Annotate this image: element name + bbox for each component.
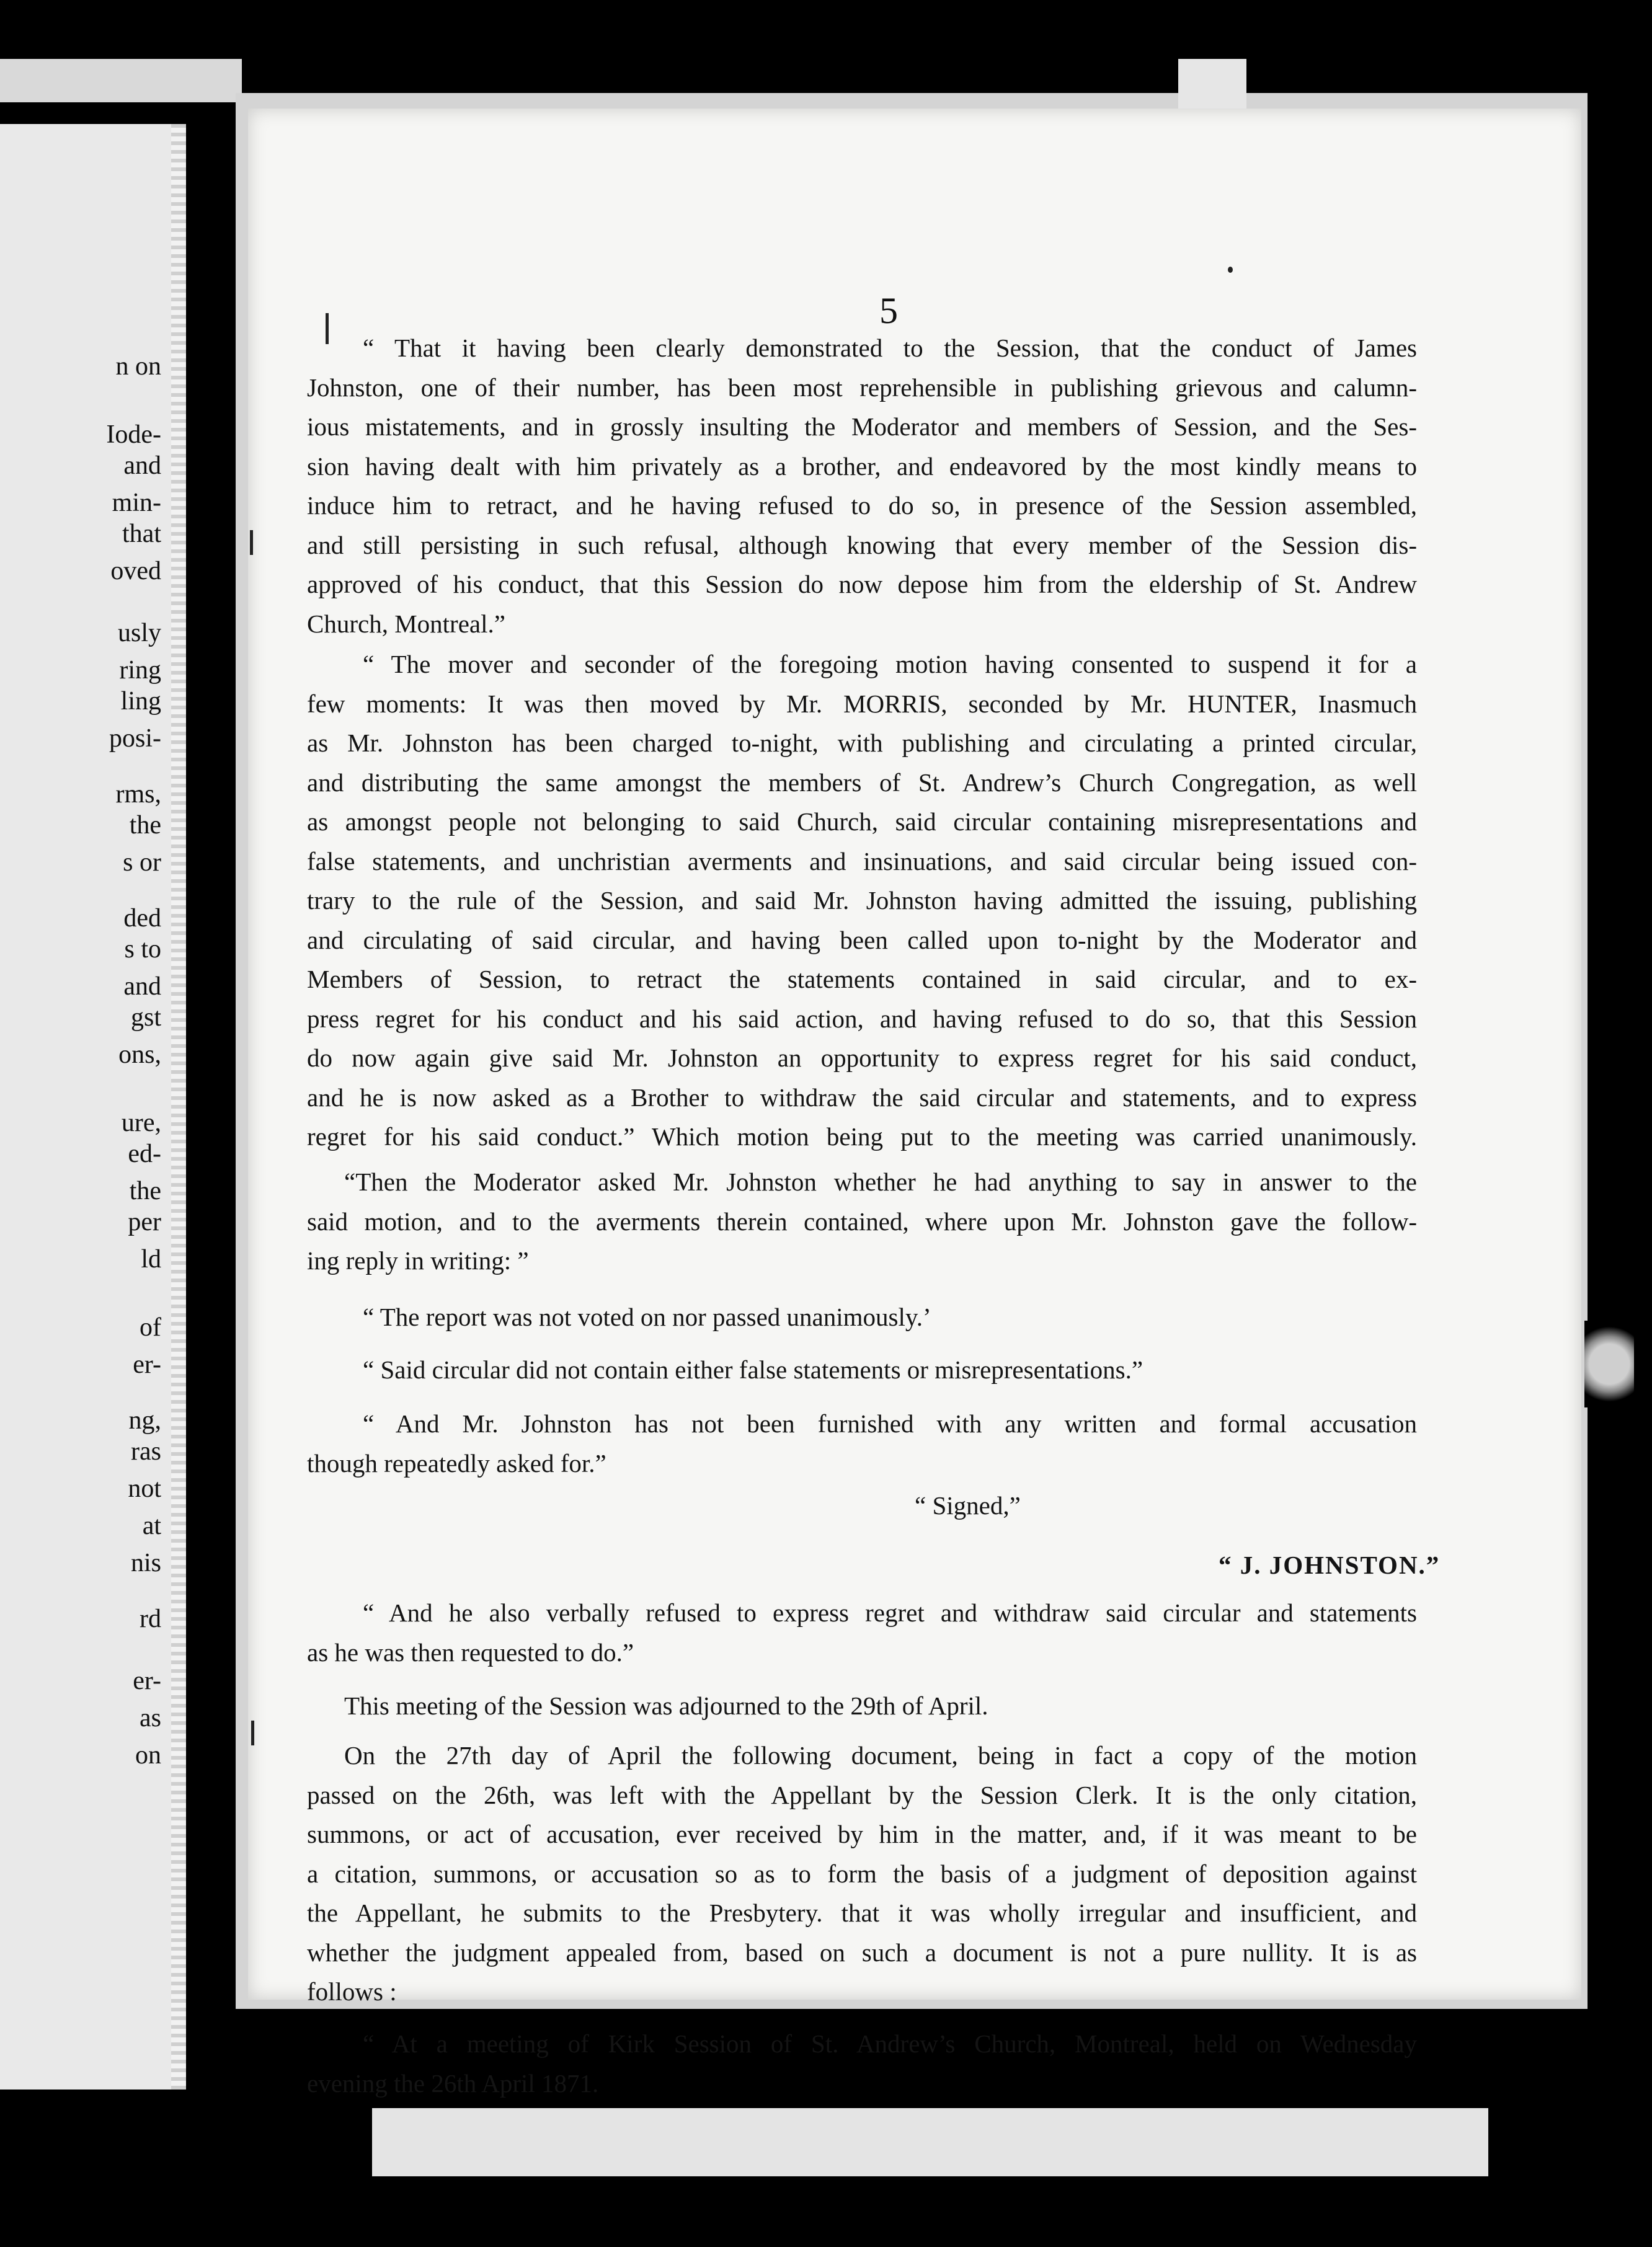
text-line: evening the 26th April 1871. — [307, 2068, 599, 2098]
text-line: press regret for his conduct and his said action, and having refused to do so, that this Session — [307, 1004, 1417, 1033]
margin-mark — [251, 1721, 254, 1745]
left-margin-fragment: rd — [140, 1605, 161, 1633]
text-line: passed on the 26th, was left with the Appellant by the Session Clerk. It is the only citation, — [307, 1780, 1417, 1809]
left-margin-fragment: usly — [117, 619, 161, 647]
left-margin-fragment: at — [142, 1512, 161, 1540]
text-line: and circulating of said circular, and having been called upon to-night by the Moderator and — [307, 925, 1417, 954]
left-margin-fragment: and — [123, 972, 161, 1001]
text-line: ing reply in writing: ” — [307, 1246, 529, 1275]
paragraph-adjournment: This meeting of the Session was adjourned to the 29th of April. — [344, 1691, 988, 1720]
text-line: as he was then requested to do.” — [307, 1638, 634, 1667]
text-line: On the 27th day of April the following document, being in fact a copy of the motion — [344, 1741, 1417, 1770]
binding-strip — [0, 59, 242, 102]
text-line: summons, or act of accusation, ever received by him in the matter, and, if it was meant to be — [307, 1820, 1417, 1848]
text-line: though repeatedly asked for.” — [307, 1448, 606, 1478]
paragraph-moderator-question — [307, 1163, 1417, 1281]
signed-label: “ Signed,” — [915, 1491, 1021, 1520]
text-line: trary to the rule of the Session, and said Mr. Johnston having admitted the issuing, publishing — [307, 886, 1417, 915]
reply-line-circular: “ Said circular did not contain either false statements or misrepresentations.” — [363, 1355, 1144, 1384]
left-margin-fragment: Iode- — [106, 420, 161, 449]
left-margin-fragment: ed- — [128, 1140, 161, 1168]
text-line: false statements, and unchristian averments and insinuations, and said circular being issued con- — [307, 846, 1417, 875]
left-margin-fragment: oved — [110, 557, 161, 585]
text-line: the Appellant, he submits to the Presbytery. that it was wholly irregular and insufficient, and — [307, 1899, 1417, 1927]
left-margin-fragment: ure, — [121, 1109, 161, 1137]
left-margin-fragment: per — [128, 1208, 161, 1236]
text-line: “ And he also verbally refused to express regret and withdraw said circular and statements — [363, 1598, 1417, 1627]
left-margin-fragment: posi- — [109, 724, 161, 753]
paragraph-verbal-refusal — [307, 1593, 1417, 1672]
text-line: approved of his conduct, that this Session do now depose him from the eldership of St. Andrew — [307, 570, 1417, 598]
left-margin-fragment: ld — [141, 1245, 161, 1274]
text-line: Members of Session, to retract the statements contained in said circular, and to ex- — [307, 965, 1417, 993]
left-margin-fragment: as — [140, 1704, 161, 1732]
text-line: and still persisting in such refusal, although knowing that every member of the Session dis- — [307, 530, 1417, 559]
text-line: and he is now asked as a Brother to withdraw the said circular and statements, and to express — [307, 1083, 1417, 1112]
left-margin-fragment: ras — [131, 1437, 161, 1466]
left-margin-fragment: ons, — [118, 1040, 161, 1069]
left-facing-page — [0, 124, 186, 2090]
paragraph-morris-motion — [307, 645, 1417, 1157]
left-margin-fragment: s or — [123, 848, 161, 877]
speck — [1228, 267, 1233, 273]
signature-name: “ J. JOHNSTON.” — [1219, 1551, 1441, 1579]
page-gutter — [171, 124, 186, 2090]
text-line: ious mistatements, and in grossly insulting the Moderator and members of Session, and the Ses- — [307, 412, 1417, 441]
document-page — [248, 109, 1581, 2098]
left-margin-fragment: ng, — [128, 1406, 161, 1435]
text-line: as amongst people not belonging to said Church, said circular containing misrepresentations and — [307, 807, 1417, 836]
left-margin-fragment: rms, — [115, 780, 161, 809]
left-margin-fragment: that — [122, 520, 161, 548]
text-line: said motion, and to the averments therein contained, where upon Mr. Johnston gave the follow- — [307, 1207, 1417, 1236]
left-margin-fragment: er- — [133, 1350, 161, 1379]
text-line: whether the judgment appealed from, based on such a document is not a pure nullity. It is as — [307, 1938, 1417, 1967]
text-line: as Mr. Johnston has been charged to-night, with publishing and circulating a printed circular, — [307, 729, 1417, 757]
text-line: “ And Mr. Johnston has not been furnished with any written and formal accusation — [363, 1409, 1417, 1438]
left-margin-fragment: the — [129, 1177, 161, 1205]
left-margin-fragment: on — [135, 1741, 161, 1770]
text-line: follows : — [307, 1977, 397, 2006]
left-margin-fragment: n on — [115, 352, 161, 381]
text-line: regret for his said conduct.” Which motion being put to the meeting was carried unanimously. — [307, 1122, 1417, 1151]
text-line: do now again give said Mr. Johnston an opportunity to express regret for his said conduct, — [307, 1044, 1417, 1072]
text-line: induce him to retract, and he having refused to do so, in presence of the Session assembled, — [307, 491, 1417, 520]
left-margin-fragment: ded — [123, 904, 161, 933]
paragraph-kirk-session-meeting — [307, 2024, 1417, 2103]
text-line: “ At a meeting of Kirk Session of St. Andrew’s Church, Montreal, held on Wednesday — [363, 2029, 1417, 2058]
edge-damage — [1584, 1321, 1634, 1407]
left-margin-fragment: the — [129, 811, 161, 840]
text-line: a citation, summons, or accusation so as to form the basis of a judgment of deposition against — [307, 1859, 1417, 1888]
text-line: sion having dealt with him privately as a brother, and endeavored by the most kindly means to — [307, 451, 1417, 481]
left-margin-fragment: of — [140, 1313, 161, 1342]
left-margin-fragment: ring — [119, 656, 161, 685]
left-margin-fragment: er- — [133, 1667, 161, 1695]
paragraph-motion-deposition — [307, 329, 1417, 644]
left-margin-fragment: ling — [120, 687, 161, 716]
text-line: “Then the Moderator asked Mr. Johnston whether he had anything to say in answer to the — [344, 1168, 1417, 1196]
left-margin-fragment: and — [123, 451, 161, 480]
page-number: 5 — [879, 290, 898, 331]
left-margin-fragment: min- — [112, 489, 161, 517]
text-line: “ That it having been clearly demonstrated to the Session, that the conduct of James — [363, 334, 1417, 362]
text-line: Johnston, one of their number, has been most reprehensible in publishing grievous and calumn- — [307, 373, 1417, 402]
paragraph-document-left — [307, 1736, 1417, 2012]
left-margin-fragment: not — [128, 1474, 161, 1503]
text-line: “ The mover and seconder of the foregoing motion having consented to suspend it for a — [363, 650, 1417, 678]
bottom-paper-slip — [372, 2108, 1488, 2176]
left-margin-fragment: gst — [130, 1003, 161, 1032]
text-line: and distributing the same amongst the members of St. Andrew’s Church Congregation, as well — [307, 768, 1417, 797]
left-margin-fragment: s to — [124, 935, 161, 964]
paragraph-no-accusation — [307, 1404, 1417, 1483]
text-line: Church, Montreal.” — [307, 609, 505, 638]
left-margin-fragment: nis — [130, 1549, 161, 1577]
reply-line-report: “ The report was not voted on nor passed unanimously.’ — [363, 1303, 931, 1331]
tab-edge — [1178, 59, 1246, 109]
margin-mark — [250, 530, 253, 555]
text-line: few moments: It was then moved by Mr. MORRIS, seconded by Mr. HUNTER, Inasmuch — [307, 689, 1417, 718]
